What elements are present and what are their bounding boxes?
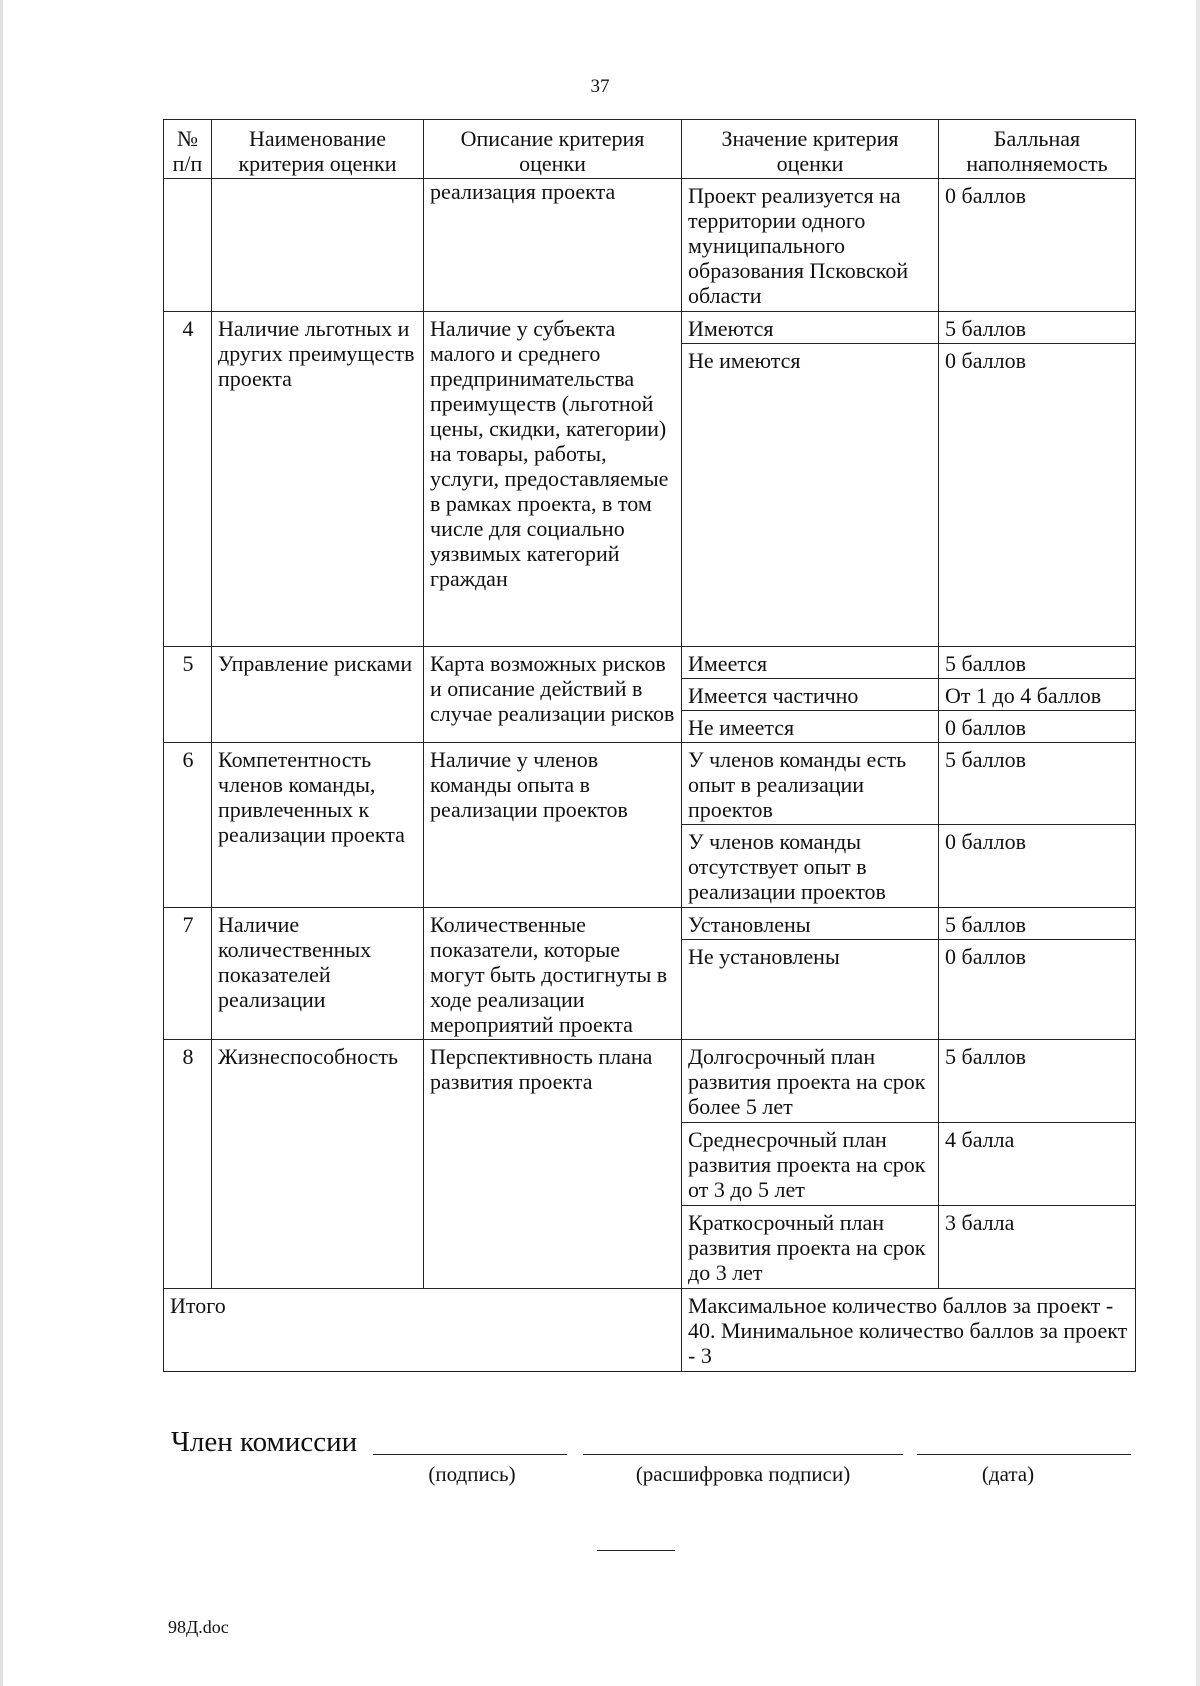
cell-value: Не имеются — [682, 344, 939, 647]
cell-value: Имеется — [682, 647, 939, 679]
cell-num — [164, 179, 212, 312]
cell-score: 5 баллов — [939, 908, 1136, 940]
table-header-row — [164, 120, 1136, 179]
cell-description: Перспективность плана развития проекта — [424, 1040, 682, 1289]
cell-score: 0 баллов — [939, 179, 1136, 312]
cell-description: реализация проекта — [424, 179, 682, 312]
table-row — [164, 743, 1136, 825]
cell-value: У членов команды отсутствует опыт в реализации проектов — [682, 825, 939, 908]
cell-score: 0 баллов — [939, 940, 1136, 1040]
cell-description: Наличие у субъекта малого и среднего предпринимательства преимуществ (льготной цены, скидки, категории) на товары, работы, услуги, предоставляемые в рамках проекта, в том числе для социально уязвимых категорий граждан — [424, 312, 682, 647]
cell-value: Долгосрочный план развития проекта на срок более 5 лет — [682, 1040, 939, 1123]
table-row — [164, 908, 1136, 940]
cell-description: Наличие у членов команды опыта в реализации проектов — [424, 743, 682, 908]
cell-num: 5 — [164, 647, 212, 743]
table-row — [164, 647, 1136, 679]
signature-caption: (подпись) — [428, 1462, 516, 1486]
cell-value: У членов команды есть опыт в реализации проектов — [682, 743, 939, 825]
cell-score: 0 баллов — [939, 825, 1136, 908]
cell-value: Среднесрочный план развития проекта на срок от 3 до 5 лет — [682, 1123, 939, 1206]
cell-value: Не установлены — [682, 940, 939, 1040]
cell-name: Жизнеспособность — [212, 1040, 424, 1289]
signature-decoding-line — [583, 1454, 903, 1455]
cell-name: Управление рисками — [212, 647, 424, 743]
cell-value: Имеется частично — [682, 679, 939, 711]
page-number: 37 — [590, 76, 610, 97]
cell-description: Карта возможных рисков и описание действий в случае реализации рисков — [424, 647, 682, 743]
cell-score: 0 баллов — [939, 344, 1136, 647]
criteria-table-container — [163, 119, 1135, 1372]
total-text: Максимальное количество баллов за проект - 40. Минимальное количество баллов за проект - 3 — [682, 1289, 1136, 1372]
cell-description: Количественные показатели, которые могут быть достигнуты в ходе реализации мероприятий проекта — [424, 908, 682, 1040]
cell-value: Имеются — [682, 312, 939, 344]
table-row-total — [164, 1289, 1136, 1372]
cell-score: 5 баллов — [939, 647, 1136, 679]
header-description: Описание критерия оценки — [424, 120, 682, 179]
table-row — [164, 312, 1136, 344]
signature-line — [373, 1454, 567, 1455]
cell-num: 6 — [164, 743, 212, 908]
cell-score: 5 баллов — [939, 743, 1136, 825]
scan-edge-left — [0, 0, 3, 1686]
cell-num: 8 — [164, 1040, 212, 1289]
end-separator-line — [597, 1550, 675, 1551]
cell-score: 5 баллов — [939, 312, 1136, 344]
signature-date-caption: (дата) — [981, 1462, 1035, 1486]
footer-filename: 98Д.doc — [168, 1617, 229, 1637]
table-row-continuation — [164, 179, 1136, 312]
signature-date-line — [917, 1454, 1131, 1455]
cell-name: Компетентность членов команды, привлеченных к реализации проекта — [212, 743, 424, 908]
cell-num: 7 — [164, 908, 212, 1040]
cell-name: Наличие количественных показателей реализации — [212, 908, 424, 1040]
scan-edge-right — [1196, 0, 1200, 1686]
cell-name: Наличие льготных и других преимуществ проекта — [212, 312, 424, 647]
signature-decoding-caption: (расшифровка подписи) — [635, 1462, 851, 1486]
cell-name — [212, 179, 424, 312]
cell-score: 0 баллов — [939, 711, 1136, 743]
cell-score: От 1 до 4 баллов — [939, 679, 1136, 711]
cell-score: 3 балла — [939, 1206, 1136, 1289]
cell-score: 4 балла — [939, 1123, 1136, 1206]
cell-value: Краткосрочный план развития проекта на срок до 3 лет — [682, 1206, 939, 1289]
cell-score: 5 баллов — [939, 1040, 1136, 1123]
cell-value: Установлены — [682, 908, 939, 940]
signature-block — [163, 1410, 1143, 1486]
header-value: Значение критерия оценки — [682, 120, 939, 179]
table-row — [164, 1040, 1136, 1123]
cell-num: 4 — [164, 312, 212, 647]
total-label: Итого — [164, 1289, 682, 1372]
cell-value: Проект реализуется на территории одного муниципального образования Псковской области — [682, 179, 939, 312]
header-num: № п/п — [164, 120, 212, 179]
cell-value: Не имеется — [682, 711, 939, 743]
header-score: Балльная наполняемость — [939, 120, 1136, 179]
signature-title: Член комиссии — [171, 1426, 358, 1458]
header-name: Наименование критерия оценки — [212, 120, 424, 179]
criteria-table — [163, 119, 1136, 1372]
